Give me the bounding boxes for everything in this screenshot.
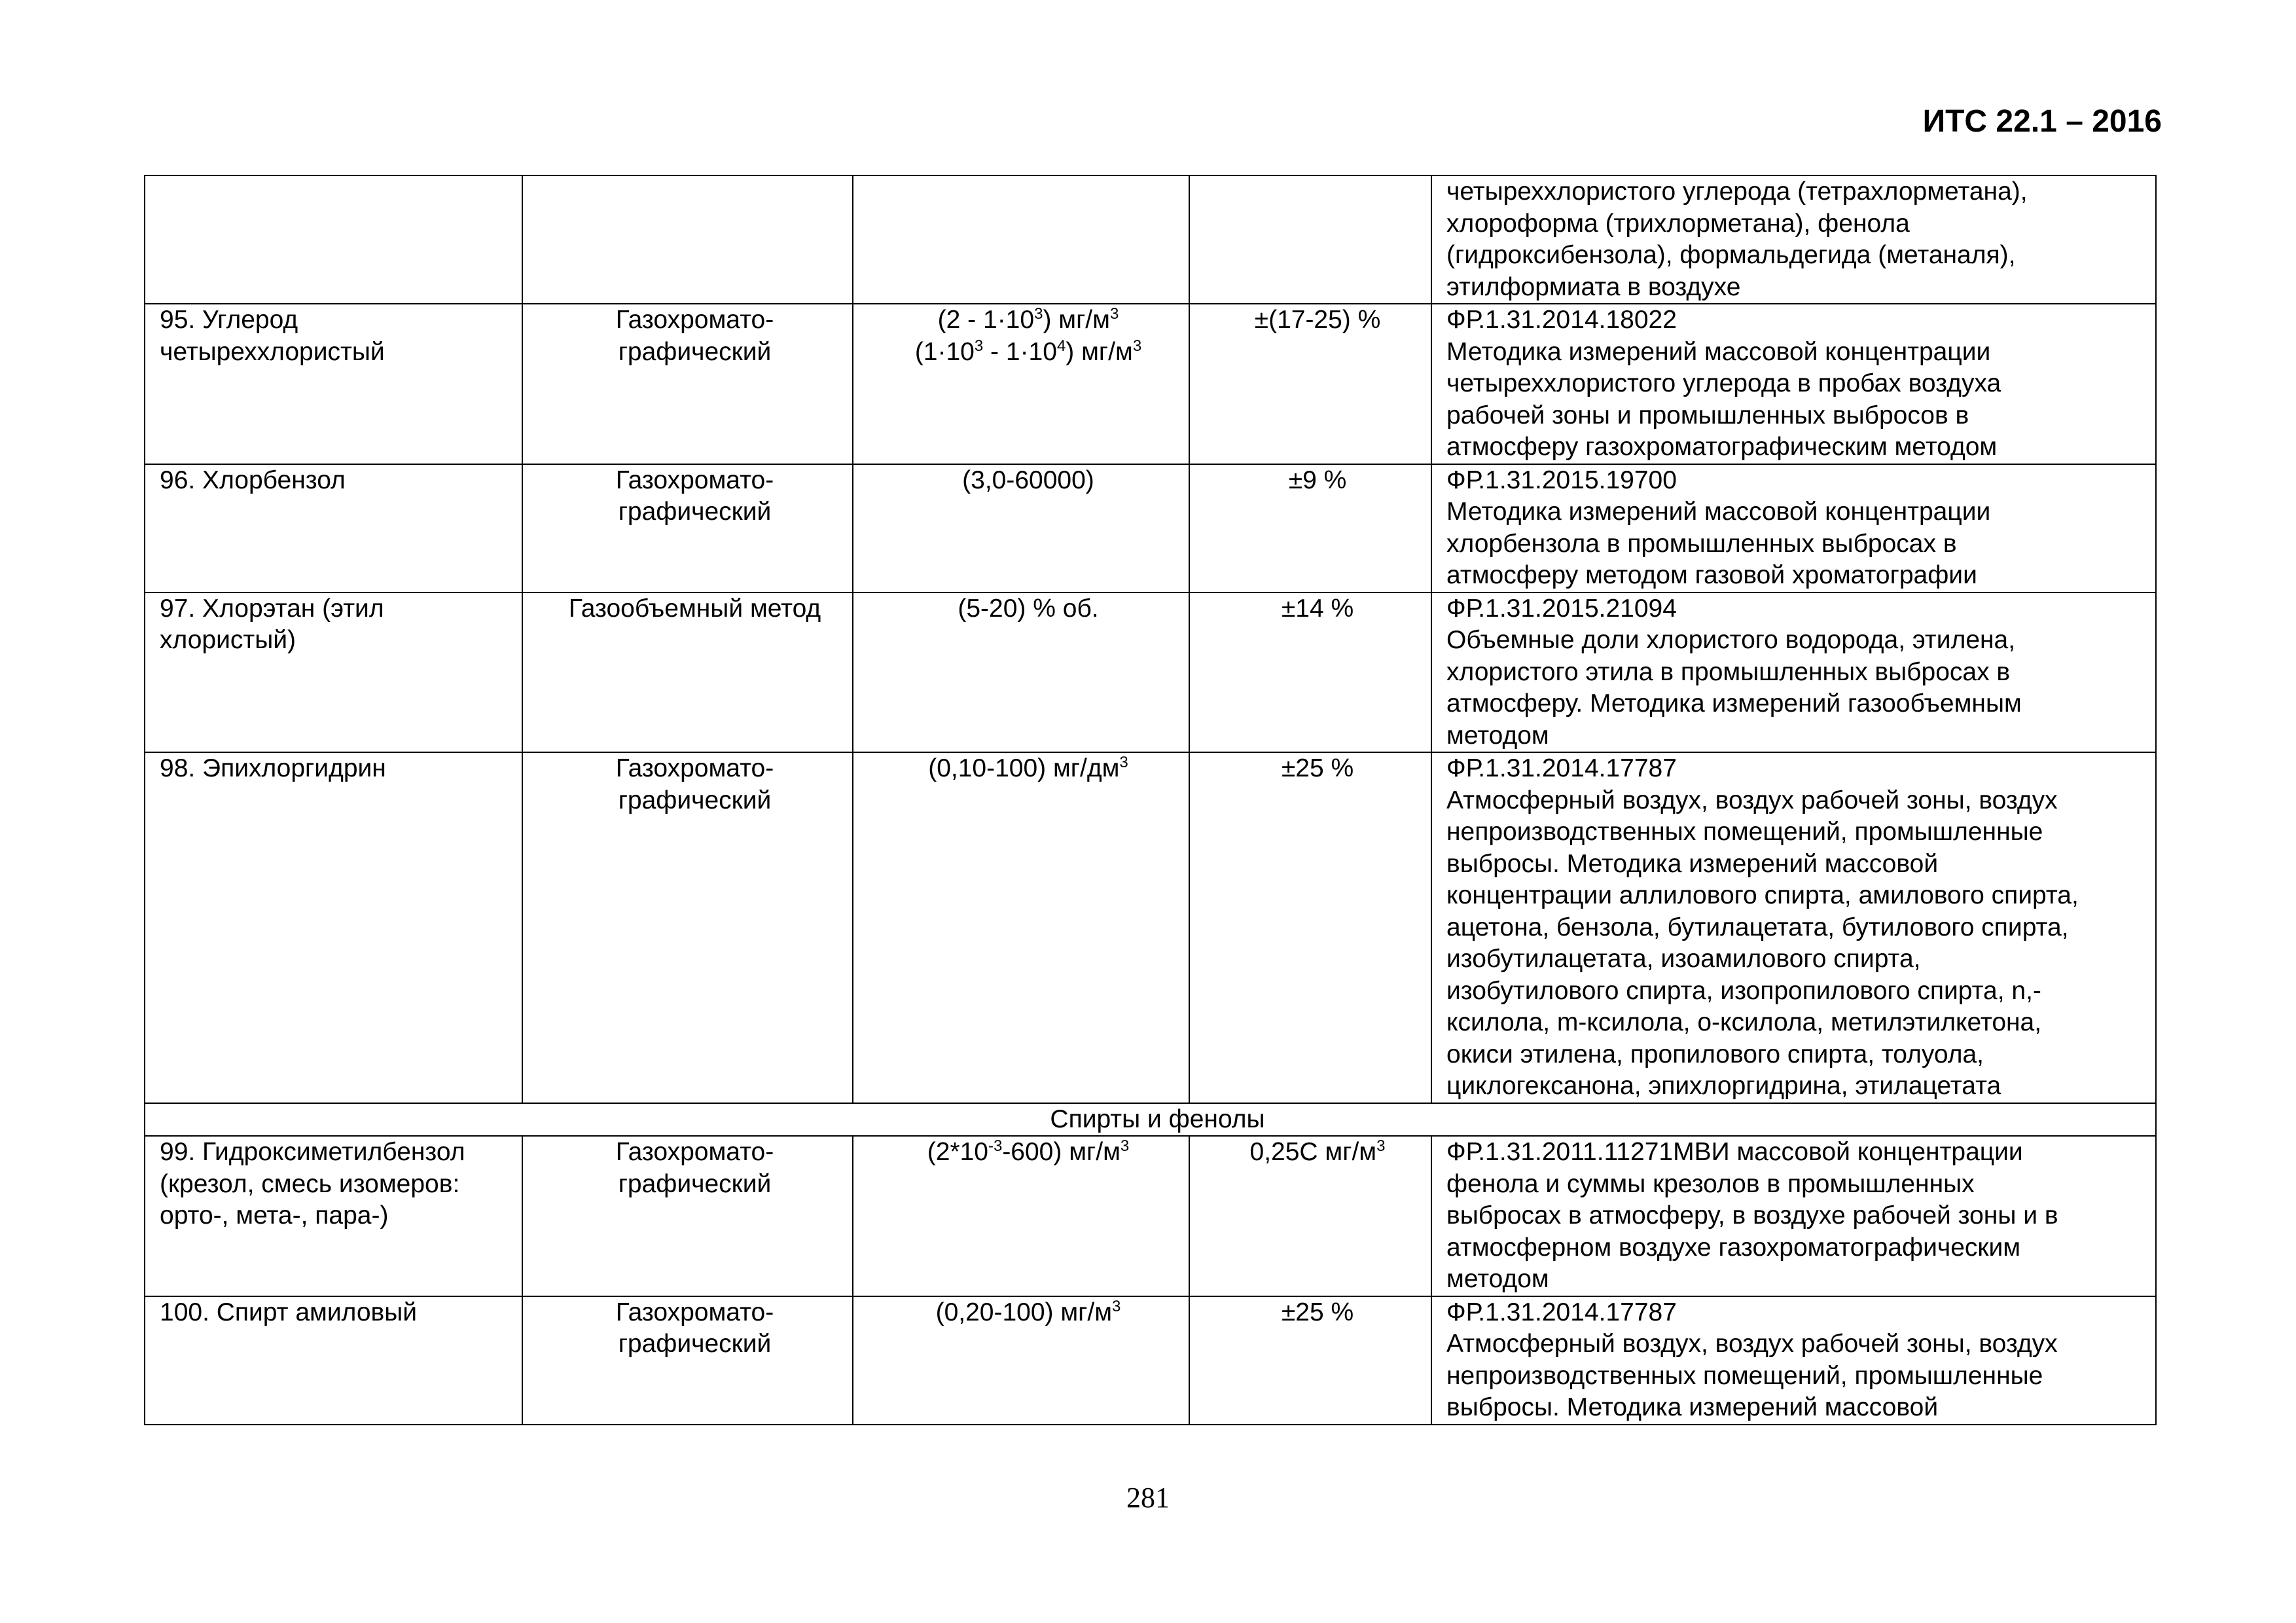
methods-table [144,175,2157,1425]
doc-line: хлорбензола в промышленных выбросах в [1446,529,1957,558]
text-fragment: ) мг/м [1066,337,1133,366]
doc-line: циклогексанона, эпихлоргидрина, этилацетата [1446,1072,2001,1100]
superscript: 3 [974,337,984,355]
method-line: графический [618,1169,772,1198]
superscript: 3 [1376,1137,1386,1155]
name-line: 98. Эпихлоргидрин [160,754,386,782]
doc-line: ФР.1.31.2015.19700 [1446,465,1677,494]
substance-cell [145,752,522,1103]
doc-line: Объемные доли хлористого водорода, этилена, [1446,626,2016,654]
table-row [145,464,2156,593]
superscript: 4 [1056,337,1066,355]
accuracy-line: ±9 % [1288,465,1347,494]
doc-line: (гидроксибензола), формальдегида (метаналя), [1446,241,2016,269]
doc-line: ФР.1.31.2014.18022 [1446,306,1677,334]
table-row [145,1296,2156,1425]
superscript: -3 [988,1137,1003,1155]
method-document-cell [1431,175,2156,304]
method-cell [522,752,853,1103]
doc-line: фенола и суммы крезолов в промышленных [1446,1169,1975,1198]
doc-line: выбросы. Методика измерений массовой [1446,1393,1939,1421]
doc-line: атмосферу методом газовой хроматографии [1446,561,1977,589]
doc-line: непроизводственных помещений, промышленные [1446,1361,2043,1390]
text-fragment: -600) мг/м [1002,1138,1121,1166]
method-cell [522,1136,853,1296]
accuracy-cell [1189,752,1431,1103]
doc-line: хлороформа (трихлорметана), фенола [1446,209,1910,238]
doc-line: методом [1446,1265,1549,1293]
doc-line: ксилола, m-ксилола, о-ксилола, метилэтилкетона, [1446,1008,2042,1036]
text-fragment: ) мг/м [1043,306,1110,334]
superscript: 3 [1119,754,1128,771]
method-line: Газообъемный метод [568,594,821,623]
method-line: графический [618,786,772,814]
superscript: 3 [1120,1137,1130,1155]
method-line: Газохромато- [615,306,774,334]
doc-line: ФР.1.31.2014.17787 [1446,1298,1677,1326]
name-line: 95. Углерод [160,306,298,334]
accuracy-cell [1189,593,1431,753]
substance-cell [145,593,522,753]
doc-line: этилформиата в воздухе [1446,272,1741,301]
doc-line: ацетона, бензола, бутилацетата, бутилового спирта, [1446,913,2069,941]
doc-line: Атмосферный воздух, воздух рабочей зоны, воздух [1446,786,2058,814]
doc-line: концентрации аллилового спирта, амилового спирта, [1446,881,2079,909]
name-line: 100. Спирт амиловый [160,1298,418,1326]
method-cell [522,593,853,753]
range-line: (3,0-60000) [962,465,1094,494]
accuracy-line: ±25 % [1281,754,1354,782]
doc-line: ФР.1.31.2011.11271МВИ массовой концентрации [1446,1138,2023,1166]
accuracy-cell [1189,464,1431,593]
range-line: (5-20) % об. [958,594,1099,623]
method-line: графический [618,498,772,526]
range-cell [853,175,1189,304]
text-fragment: (0,20-100) мг/м [935,1298,1113,1326]
range-cell [853,304,1189,464]
doc-line: изобутилацетата, изоамилового спирта, [1446,945,1921,973]
text-fragment: (1·10 [914,337,975,366]
doc-line: Методика измерений массовой концентрации [1446,337,1991,366]
name-line: (крезол, смесь изомеров: [160,1169,460,1198]
method-line: графический [618,337,772,366]
accuracy-line: ±14 % [1281,594,1354,623]
name-line: четыреххлористый [160,337,385,366]
method-line: Газохромато- [615,1138,774,1166]
doc-line: непроизводственных помещений, промышленные [1446,818,2043,846]
doc-line: выбросы. Методика измерений массовой [1446,849,1939,878]
name-line: орто-, мета-, пара-) [160,1201,389,1230]
doc-line: Методика измерений массовой концентрации [1446,498,1991,526]
method-line: Газохромато- [615,754,774,782]
accuracy-cell [1189,1136,1431,1296]
doc-line: Атмосферный воздух, воздух рабочей зоны, воздух [1446,1330,2058,1358]
method-document-cell [1431,593,2156,753]
doc-line: изобутилового спирта, изопропилового спирта, n,- [1446,976,2041,1005]
range-cell [853,752,1189,1103]
method-cell [522,175,853,304]
method-document-cell [1431,1136,2156,1296]
page-number: 281 [1126,1482,1170,1514]
accuracy-cell [1189,175,1431,304]
doc-line: выбросах в атмосферу, в воздухе рабочей зоны и в [1446,1201,2058,1230]
doc-line: атмосферном воздухе газохроматографическим [1446,1233,2021,1262]
doc-line: хлористого этила в промышленных выбросах в [1446,657,2011,686]
text-fragment: (0,10-100) мг/дм [928,754,1120,782]
section-row [145,1103,2156,1137]
doc-line: ФР.1.31.2014.17787 [1446,754,1677,782]
doc-line: методом [1446,721,1549,750]
table-row [145,175,2156,304]
table-row [145,1136,2156,1296]
method-document-cell [1431,752,2156,1103]
doc-line: четыреххлористого углерода (тетрахлорметана), [1446,177,2028,206]
superscript: 3 [1112,1297,1121,1315]
doc-line: атмосферу газохроматографическим методом [1446,433,1998,461]
method-document-cell [1431,1296,2156,1425]
method-document-cell [1431,464,2156,593]
accuracy-line: ±(17-25) % [1254,306,1381,334]
method-cell [522,304,853,464]
superscript: 3 [1132,337,1142,355]
method-line: графический [618,1330,772,1358]
name-line: хлористый) [160,626,296,654]
method-line: Газохромато- [615,465,774,494]
doc-line: ФР.1.31.2015.21094 [1446,594,1677,623]
substance-cell [145,175,522,304]
superscript: 3 [1034,305,1043,323]
superscript: 3 [1109,305,1119,323]
substance-cell [145,304,522,464]
range-cell [853,464,1189,593]
method-document-cell [1431,304,2156,464]
text-fragment: - 1·10 [983,337,1057,366]
table-row [145,752,2156,1103]
accuracy-cell [1189,1296,1431,1425]
substance-cell [145,1296,522,1425]
doc-line: рабочей зоны и промышленных выбросов в [1446,401,1969,429]
range-cell [853,1136,1189,1296]
name-line: 97. Хлорэтан (этил [160,594,384,623]
accuracy-line: ±25 % [1281,1298,1354,1326]
table-row [145,304,2156,464]
section-heading: Спирты и фенолы [145,1103,2156,1137]
table-row [145,593,2156,753]
method-cell [522,1296,853,1425]
substance-cell [145,464,522,593]
range-cell [853,1296,1189,1425]
name-line: 99. Гидроксиметилбензол [160,1138,465,1166]
accuracy-cell [1189,304,1431,464]
text-fragment: (2 - 1·10 [937,306,1035,334]
doc-line: атмосферу. Методика измерений газообъемным [1446,689,2022,718]
text-fragment: (2*10 [927,1138,988,1166]
method-line: Газохромато- [615,1298,774,1326]
substance-cell [145,1136,522,1296]
name-line: 96. Хлорбензол [160,465,346,494]
range-cell [853,593,1189,753]
document-code-header: ИТС 22.1 – 2016 [1922,104,2162,139]
doc-line: четыреххлористого углерода в пробах воздуха [1446,369,2001,397]
method-cell [522,464,853,593]
doc-line: окиси этилена, пропилового спирта, толуола, [1446,1040,1984,1068]
text-fragment: 0,25С мг/м [1249,1138,1377,1166]
